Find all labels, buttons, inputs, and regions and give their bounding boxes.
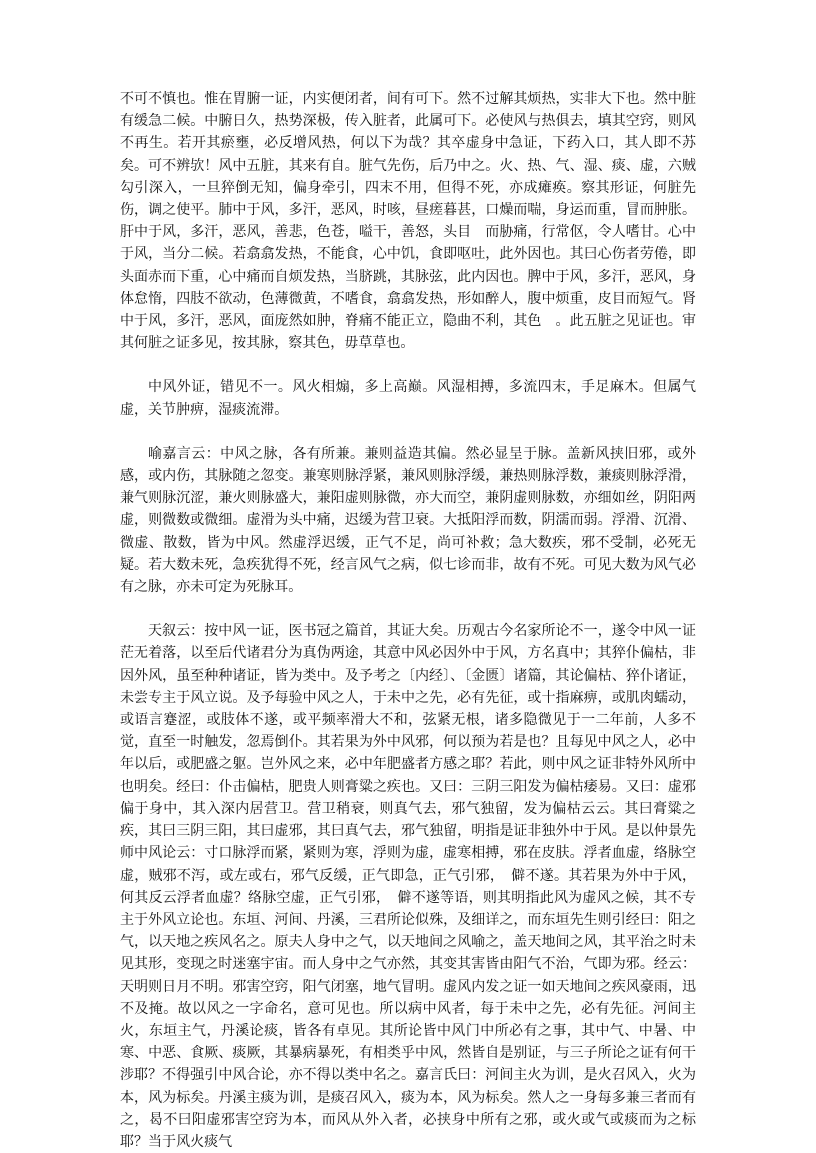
paragraph-tianxu-commentary: 天叙云：按中风一证，医书冠之篇首，其证大矣。历观古今名家所论不一，遂令中风一证茫无着落，以至后代诸君分为真伪两途，其意中风必因外中于风，方名真中；其猝仆偏枯，非因外风，虽至种种诸证，皆为类中。及予考之〔内经〕、〔金匮〕诸篇，其论偏枯、猝仆诸证，未尝专主于风立说。及予每验中风之人，于未中之先，必有先征，或十指麻痹，或肌肉蠕动，或语言蹇涩，或肢体不遂，或平频率滑大不和，弦紧无根，诸多隐微见于一二年前，人多不觉，直至一时触发，忽焉倒仆。其若果为外中风邪，何以预为若是也？且每见中风之人，必中年以后，或肥盛之躯。岂外风之来，必中年肥盛者方感之耶？若此，则中风之证非特外风所中也明矣。经曰：仆击偏枯，肥贵人则膏粱之疾也。又曰：三阴三阳发为偏枯痿易。又曰：虚邪偏于身中，其入深内居营卫。营卫稍衰，则真气去，邪气独留，发为偏枯云云。其曰膏粱之疾，其曰三阴三阳，其曰虚邪，其曰真气去，邪气独留，明指是证非独外中于风。是以仲景先师中风论云：寸口脉浮而紧，紧则为寒，浮则为虚，虚寒相搏，邪在皮肤。浮者血虚，络脉空虚，贼邪不泻，或左或右，邪气反缓，正气即急，正气引邪， 僻不遂。其若果为外中于风，何其反云浮者血虚？络脉空虚，正气引邪， 僻不遂等语，则其明指此风为虚风之候，其不专主于外风立论也。东垣、河间、丹溪，三君所论似殊，及细详之，而东垣先生则引经曰：阳之气，以天地之疾风名之。原夫人身中之气，以天地间之风喻之，盖天地间之风，其平治之时未见其形，变现之时迷塞宇宙。而人身中之气亦然，其变其害皆由阳气不治，气即为邪。经云：天明则日月不明。邪害空窍，阳气闭塞，地气冒明。虚风内发之证一如天地间之疾风豪雨，迅不及掩。故以风之一字命名，意可见也。所以病中风者，每于未中之先，必有先征。河间主火，东垣主气，丹溪论痰，皆各有卓见。其所论皆中风门中所必有之事，其中气、中暑、中寒、中恶、食厥、痰厥，其暴病暴死，有相类乎中风，然皆自是别证，与三子所论之证有何干涉耶？不得强引中风合论，亦不得以类中名之。嘉言氏曰：河间主火为训，是火召风入，火为本，风为标矣。丹溪主痰为训，是痰召风入，痰为本，风为标矣。然人之一身每多兼三者而有之，曷不曰阳虚邪害空窍为本，而风从外入者，必挟身中所有之邪，或火或气或痰而为之标耶？当于风火痰气: [120, 623, 696, 1150]
document-page: [120, 88, 696, 1153]
paragraph-five-organs: 不可不慎也。惟在胃腑一证，内实便闭者，间有可下。然不过解其烦热，实非大下也。然中脏有缓急二候。中腑日久，热势深极，传入脏者，此属可下。必使风与热俱去，填其空窍，则风不再生。若开其瘀壅，必反增风热，何以下为哉？其卒虚身中急证，下药入口，其人即不苏矣。可不辨欤！风中五脏，其来有自。脏气先伤，后乃中之。火、热、气、湿、痰、虚，六贼勾引深入，一旦猝倒无知，偏身牵引，四末不用，但得不死，亦成瘫痪。察其形证，何脏先伤，调之使平。肺中于风，多汗，恶风，时咳，昼瘥暮甚，口燥而喘，身运而重，冒而肿胀。肝中于风，多汗，恶风，善悲，色苍，嗌干，善怒，头目 而胁痛，行常伛，令人嗜甘。心中于风，当分二候。若翕翕发热，不能食，心中饥，食即呕吐，此外因也。其曰心伤者劳倦，即头面赤而下重，心中痛而自烦发热，当脐跳，其脉弦，此内因也。脾中于风，多汗，恶风，身体怠惰，四肢不欲动，色薄微黄，不嗜食，翕翕发热，形如醉人，腹中烦重，皮目而短气。肾中于风，多汗，恶风，面庞然如肿，脊痛不能正立，隐曲不利，其色 。此五脏之见证也。审其何脏之证多见，按其脉，察其色，毋草草也。: [120, 91, 696, 352]
paragraph-external-signs: 中风外证，错见不一。风火相煽，多上高巅。风湿相搏，多流四末，手足麻木。但属气虚，关节肿痹，湿痰流滞。: [120, 379, 696, 418]
paragraph-yu-jiayan-pulse: 喻嘉言云：中风之脉，各有所兼。兼则益造其偏。然必显呈于脉。盖新风挟旧邪，或外感，或内伤，其脉随之忽变。兼寒则脉浮紧，兼风则脉浮缓，兼热则脉浮数，兼痰则脉浮滑，兼气则脉沉涩，兼火则脉盛大，兼阳虚则脉微，亦大而空，兼阴虚则脉数，亦细如丝，阴阳两虚，则微数或微细。虚滑为头中痛，迟缓为营卫衰。大抵阳浮而数，阴濡而弱。浮滑、沉滑、微虚、散数，皆为中风。然虚浮迟缓，正气不足，尚可补救；急大数疾，邪不受制，必死无疑。若大数未死，急疾犹得不死，经言风气之病，似七诊而非，故有不死。可见大数为风气必有之脉，亦未可定为死脉耳。: [120, 445, 696, 596]
